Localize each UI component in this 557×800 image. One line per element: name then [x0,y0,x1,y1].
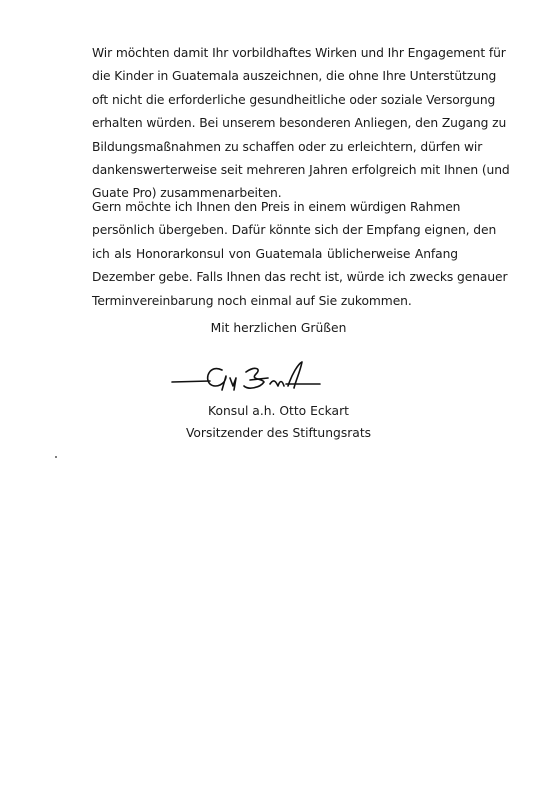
paragraph-1-line: Bildungsmaßnahmen zu schaffen oder zu erleichtern, dürfen wir [92,139,483,154]
paragraph-2-line: ich als Honorarkonsul von Guatemala üblicherweise Anfang [92,246,458,261]
handwritten-signature [170,356,330,396]
signer-name: Konsul a.h. Otto Eckart [208,404,349,418]
signature-block [0,400,557,444]
paragraph-2-line: Dezember gebe. Falls Ihnen das recht ist, würde ich zwecks genauer [92,270,508,285]
signer-title: Vorsitzender des Stiftungsrats [185,426,372,440]
paragraph-2-line: Gern möchte ich Ihnen den Preis in einem würdigen Rahmen [92,200,461,214]
paragraph-1-line: dankenswerterweise seit mehreren Jahren erfolgreich mit Ihnen (und [92,163,510,178]
paragraph-1-line: erhalten würden. Bei unserem besonderen Anliegen, den Zugang zu [92,116,507,131]
paragraph-2-line: Terminvereinbarung noch einmal auf Sie zukommen. [92,293,412,308]
paragraph-1-line: die Kinder in Guatemala auszeichnen, die ohne Ihre Unterstützung [92,69,497,84]
letter-paragraph-2 [92,196,508,313]
paragraph-1-line: Guate Pro) zusammenarbeiten. [92,186,282,201]
closing-greeting: Mit herzlichen Grüßen [210,321,347,335]
scan-speck [55,456,57,458]
paragraph-1-line: Wir möchten damit Ihr vorbildhaftes Wirken und Ihr Engagement für [92,46,506,60]
letter-paragraph-1 [92,42,510,206]
paragraph-2-line: persönlich übergeben. Dafür könnte sich der Empfang eignen, den [92,223,497,238]
paragraph-1-line: oft nicht die erforderliche gesundheitliche oder soziale Versorgung [92,92,496,107]
